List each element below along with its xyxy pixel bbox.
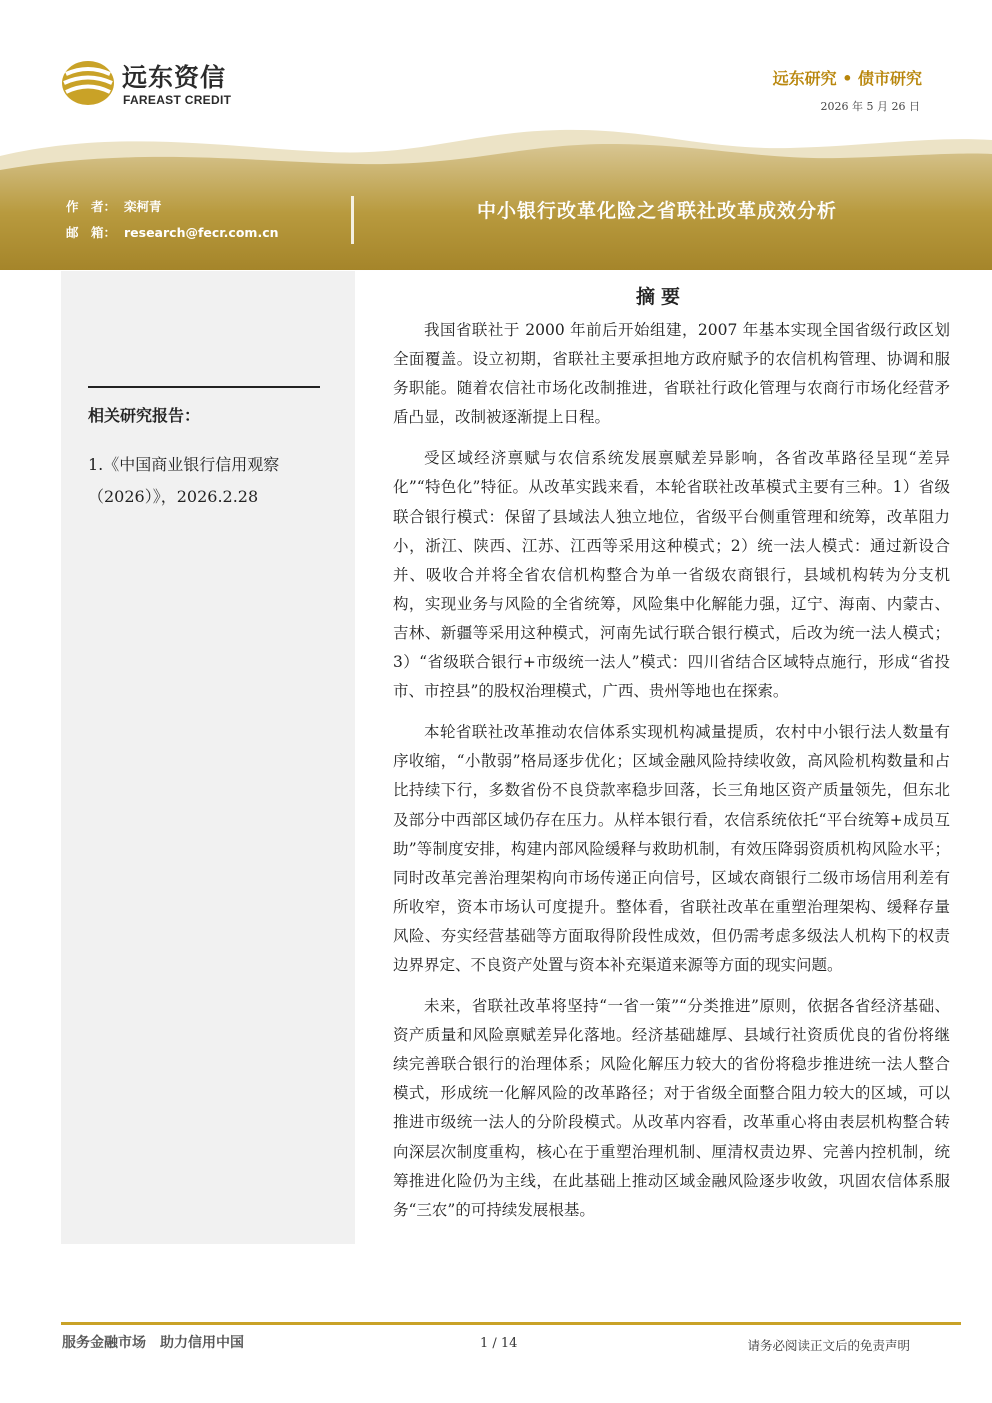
report-date: 2026 年 5 月 26 日 (820, 100, 920, 113)
banner-divider (351, 196, 354, 244)
report-series: 远东研究 • 债市研究 (772, 69, 922, 88)
abstract-paragraph: 本轮省联社改革推动农信体系实现机构减量提质，农村中小银行法人数量有序收缩，“小散弱”格局逐步优化；区域金融风险持续收敛，高风险机构数量和占比持续下行，多数省份不良贷款率稳步回落，长三角地区资产质量领先，但东北及部分中西部区域仍存在压力。从样本银行看，农信系统依托“平台统筹+成员互助”等制度安排，构建内部风险缓释与救助机制，有效压降弱资质机构风险水平；同时改革完善治理架构向市场传递正向信号，区域农商银行二级市场信用利差有所收窄，资本市场认可度提升。整体看，省联社改革在重塑治理架构、缓释存量风险、夯实经营基础等方面取得阶段性成效，但仍需考虑多级法人机构下的权责边界界定、不良资产处置与资本补充渠道来源等方面的现实问题。 (393, 723, 950, 974)
author-name: 栾柯青 (124, 199, 162, 214)
author-block (66, 194, 279, 246)
email-label: 邮 箱： (66, 225, 117, 240)
author-email[interactable]: research@fecr.com.cn (124, 225, 279, 240)
document-title: 中小银行改革化险之省联社改革成效分析 (476, 200, 837, 222)
abstract-body (393, 316, 950, 1237)
brand-logo (60, 58, 260, 108)
related-reports-sidebar (61, 271, 355, 1244)
brand-name-cn: 远东资信 (122, 63, 227, 92)
abstract-paragraph: 我国省联社于 2000 年前后开始组建，2007 年基本实现全国省级行政区划全面覆盖。设立初期，省联社主要承担地方政府赋予的农信机构管理、协调和服务职能。随着农信社市场化改制推进，省联社行政化管理与农商行市场化经营矛盾凸显，改制被逐渐提上日程。 (393, 321, 950, 427)
abstract-title: 摘要 (635, 286, 686, 308)
abstract-paragraph: 受区域经济禀赋与农信系统发展禀赋差异影响，各省改革路径呈现“差异化”“特色化”特征。从改革实践来看，本轮省联社改革模式主要有三种。1）省级联合银行模式：保留了县域法人独立地位，省级平台侧重管理和统筹，改革阻力小，浙江、陕西、江苏、江西等采用这种模式；2）统一法人模式：通过新设合并、吸收合并将全省农信机构整合为单一省级农商银行，县域机构转为分支机构，实现业务与风险的全省统筹，风险集中化解能力强，辽宁、海南、内蒙古、吉林、新疆等采用这种模式，河南先试行联合银行模式，后改为统一法人模式；3）“省级联合银行+市级统一法人”模式：四川省结合区域特点施行，形成“省投市、市控县”的股权治理模式，广西、贵州等地也在探索。 (393, 449, 950, 701)
footer-slogan: 服务金融市场 助力信用中国 (62, 1335, 244, 1351)
author-label: 作 者： (66, 199, 117, 214)
brand-name-en: FAREAST CREDIT (123, 93, 232, 107)
footer-divider (61, 1322, 961, 1325)
abstract-paragraph: 未来，省联社改革将坚持“一省一策”“分类推进”原则，依据各省经济基础、资产质量和风险禀赋差异化落地。经济基础雄厚、县域行社资质优良的省份将继续完善联合银行的治理体系；风险化解压力较大的省份将稳步推进统一法人整合模式，形成统一化解风险的改革路径；对于省级全面整合阻力较大的区域，可以推进市级统一法人的分阶段模式。从改革内容看，改革重心将由表层机构整合转向深层次制度重构，核心在于重塑治理机制、厘清权责边界、完善内控机制，统筹推进化险仍为主线，在此基础上推动区域金融风险逐步收敛，巩固农信体系服务“三农”的可持续发展根基。 (393, 997, 950, 1219)
related-reports-heading: 相关研究报告： (88, 406, 201, 425)
fareast-logo-icon (60, 58, 116, 108)
page-number: 1 / 14 (480, 1336, 518, 1351)
related-report-item[interactable]: 1.《中国商业银行信用观察（2026）》，2026.2.28 (88, 455, 280, 506)
disclaimer-note: 请务必阅读正文后的免责声明 (747, 1338, 910, 1353)
sidebar-divider (88, 386, 320, 388)
